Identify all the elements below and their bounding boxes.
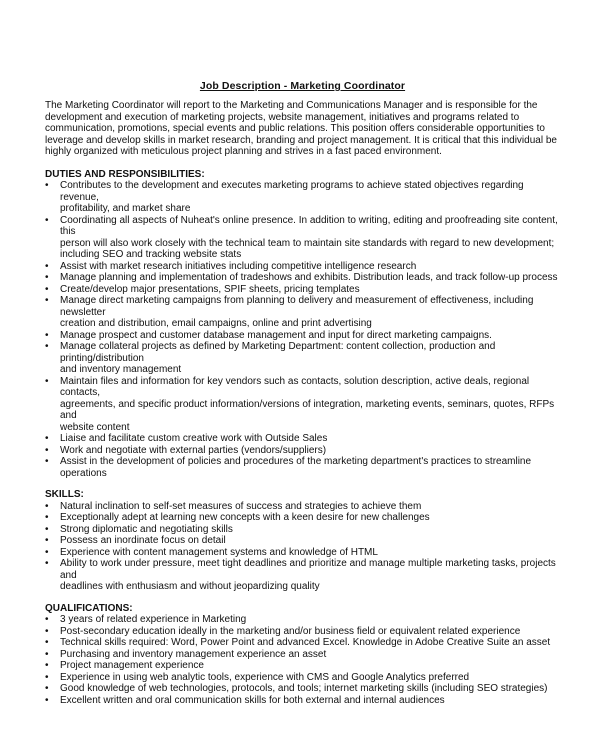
bullet-icon: • (45, 260, 49, 272)
qualifications-item-text: Purchasing and inventory management experience an asset (60, 648, 327, 660)
bullet-icon: • (45, 214, 49, 226)
bullet-icon: • (45, 283, 49, 295)
duties-item-text: Manage planning and implementation of tradeshows and exhibits. Distribution leads, and track follow-up process (60, 272, 558, 283)
skills-item-text: Experience with content management systems and knowledge of HTML (60, 546, 378, 558)
bullet-icon: • (45, 625, 49, 637)
qualifications-list (45, 614, 560, 706)
duties-heading: DUTIES AND RESPONSIBILITIES: (45, 168, 205, 180)
qualifications-list-item (45, 626, 560, 638)
duties-list-item (45, 376, 560, 434)
duties-list-item (45, 272, 560, 284)
qualifications-list-item (45, 695, 560, 707)
qualifications-heading: QUALIFICATIONS: (45, 602, 133, 614)
qualifications-section (45, 603, 560, 707)
qualifications-item-text: Project management experience (60, 660, 204, 671)
bullet-icon: • (45, 660, 49, 671)
duties-item-text: Manage prospect and customer database management and input for direct marketing campaigns. (60, 329, 492, 341)
bullet-icon: • (45, 329, 49, 341)
skills-section (45, 489, 560, 593)
duties-list-item (45, 284, 560, 296)
bullet-icon: • (45, 614, 49, 625)
skills-heading: SKILLS: (45, 489, 84, 500)
skills-list-item (45, 524, 560, 536)
bullet-icon: • (45, 295, 49, 306)
duties-section (45, 169, 560, 480)
duties-list (45, 180, 560, 479)
qualifications-list-item (45, 637, 560, 649)
qualifications-list-item (45, 614, 560, 626)
bullet-icon: • (45, 535, 49, 546)
skills-item-text: Natural inclination to self-set measures of success and strategies to achieve them (60, 500, 422, 512)
skills-list-item (45, 501, 560, 513)
bullet-icon: • (45, 341, 49, 352)
bullet-icon: • (45, 512, 49, 523)
qualifications-list-item (45, 683, 560, 695)
qualifications-list-item (45, 672, 560, 684)
bullet-icon: • (45, 500, 49, 512)
qualifications-item-text: Excellent written and oral communication skills for both external and internal audiences (60, 694, 445, 706)
skills-item-text: Possess an inordinate focus on detail (60, 535, 226, 546)
duties-item-text: Assist with market research initiatives including competitive intelligence research (60, 260, 417, 272)
duties-item-text: Coordinating all aspects of Nuheat's online presence. In addition to writing, editing and proofreading site content, this person will also work closely with the technical team to maintain site standards with regard to new development; including SEO and tracking website stats (60, 214, 558, 260)
bullet-icon: • (45, 272, 49, 283)
duties-item-text: Manage collateral projects as defined by Marketing Department: content collection, production and printing/distribution and inventory management (60, 341, 496, 375)
duties-item-text: Maintain files and information for key vendors such as contacts, solution description, active deals, regional contacts, agreements, and specific product information/versions of integration, marketing events, seminars, quotes, RFPs and website content (60, 375, 555, 433)
bullet-icon: • (45, 558, 49, 569)
skills-list (45, 501, 560, 593)
bullet-icon: • (45, 433, 49, 444)
skills-list-item (45, 547, 560, 559)
qualifications-list-item (45, 660, 560, 672)
duties-item-text: Work and negotiate with external parties (vendors/suppliers) (60, 444, 327, 456)
duties-list-item (45, 433, 560, 445)
bullet-icon: • (45, 694, 49, 706)
qualifications-item-text: Experience in using web analytic tools, experience with CMS and Google Analytics preferred (60, 671, 470, 683)
duties-item-text: Contributes to the development and executes marketing programs to achieve stated objectives regarding revenue, profitability, and market share (60, 180, 524, 214)
bullet-icon: • (45, 683, 49, 694)
skills-list-item (45, 512, 560, 524)
qualifications-item-text: Post-secondary education ideally in the marketing and/or business field or equivalent related experience (60, 625, 521, 637)
duties-list-item (45, 330, 560, 342)
duties-list-item (45, 341, 560, 376)
skills-item-text: Exceptionally adept at learning new concepts with a keen desire for new challenges (60, 512, 430, 523)
duties-list-item (45, 295, 560, 330)
skills-item-text: Strong diplomatic and negotiating skills (60, 523, 233, 535)
qualifications-item-text: 3 years of related experience in Marketing (60, 614, 247, 625)
document-title: Job Description - Marketing Coordinator (199, 80, 406, 92)
bullet-icon: • (45, 180, 49, 191)
skills-item-text: Ability to work under pressure, meet tight deadlines and prioritize and manage multiple marketing tasks, projects and deadlines with enthusiasm and without jeopardizing quality (60, 558, 556, 592)
bullet-icon: • (45, 546, 49, 558)
bullet-icon: • (45, 637, 49, 648)
duties-list-item (45, 456, 560, 479)
duties-list-item (45, 215, 560, 261)
bullet-icon: • (45, 648, 49, 660)
skills-list-item (45, 558, 560, 593)
duties-item-text: Manage direct marketing campaigns from planning to delivery and measurement of effectiveness, including newsletter creation and distribution, email campaigns, online and print advertising (60, 295, 534, 329)
duties-list-item (45, 445, 560, 457)
duties-item-text: Assist in the development of policies and procedures of the marketing department's practices to streamline operations (60, 456, 532, 479)
duties-list-item (45, 261, 560, 273)
bullet-icon: • (45, 444, 49, 456)
duties-item-text: Liaise and facilitate custom creative work with Outside Sales (60, 433, 328, 444)
qualifications-item-text: Good knowledge of web technologies, protocols, and tools; internet marketing skills (including SEO strategies) (60, 683, 548, 694)
skills-list-item (45, 535, 560, 547)
duties-item-text: Create/develop major presentations, SPIF sheets, pricing templates (60, 283, 360, 295)
bullet-icon: • (45, 456, 49, 467)
intro-paragraph: The Marketing Coordinator will report to the Marketing and Communications Manager and is responsible for the development and execution of marketing projects, website management, initiatives and programs related to communication, promotions, special events and public relations. This position offers considerable opportunities to leverage and develop skills in market research, branding and project management. It is critical that this individual be highly organized with meticulous project planning and strives in a fast paced environment. (45, 100, 557, 157)
qualifications-item-text: Technical skills required: Word, Power Point and advanced Excel. Knowledge in Adobe Creative Suite an asset (60, 637, 551, 648)
bullet-icon: • (45, 375, 49, 387)
qualifications-list-item (45, 649, 560, 661)
duties-list-item (45, 180, 560, 215)
bullet-icon: • (45, 671, 49, 683)
bullet-icon: • (45, 523, 49, 535)
